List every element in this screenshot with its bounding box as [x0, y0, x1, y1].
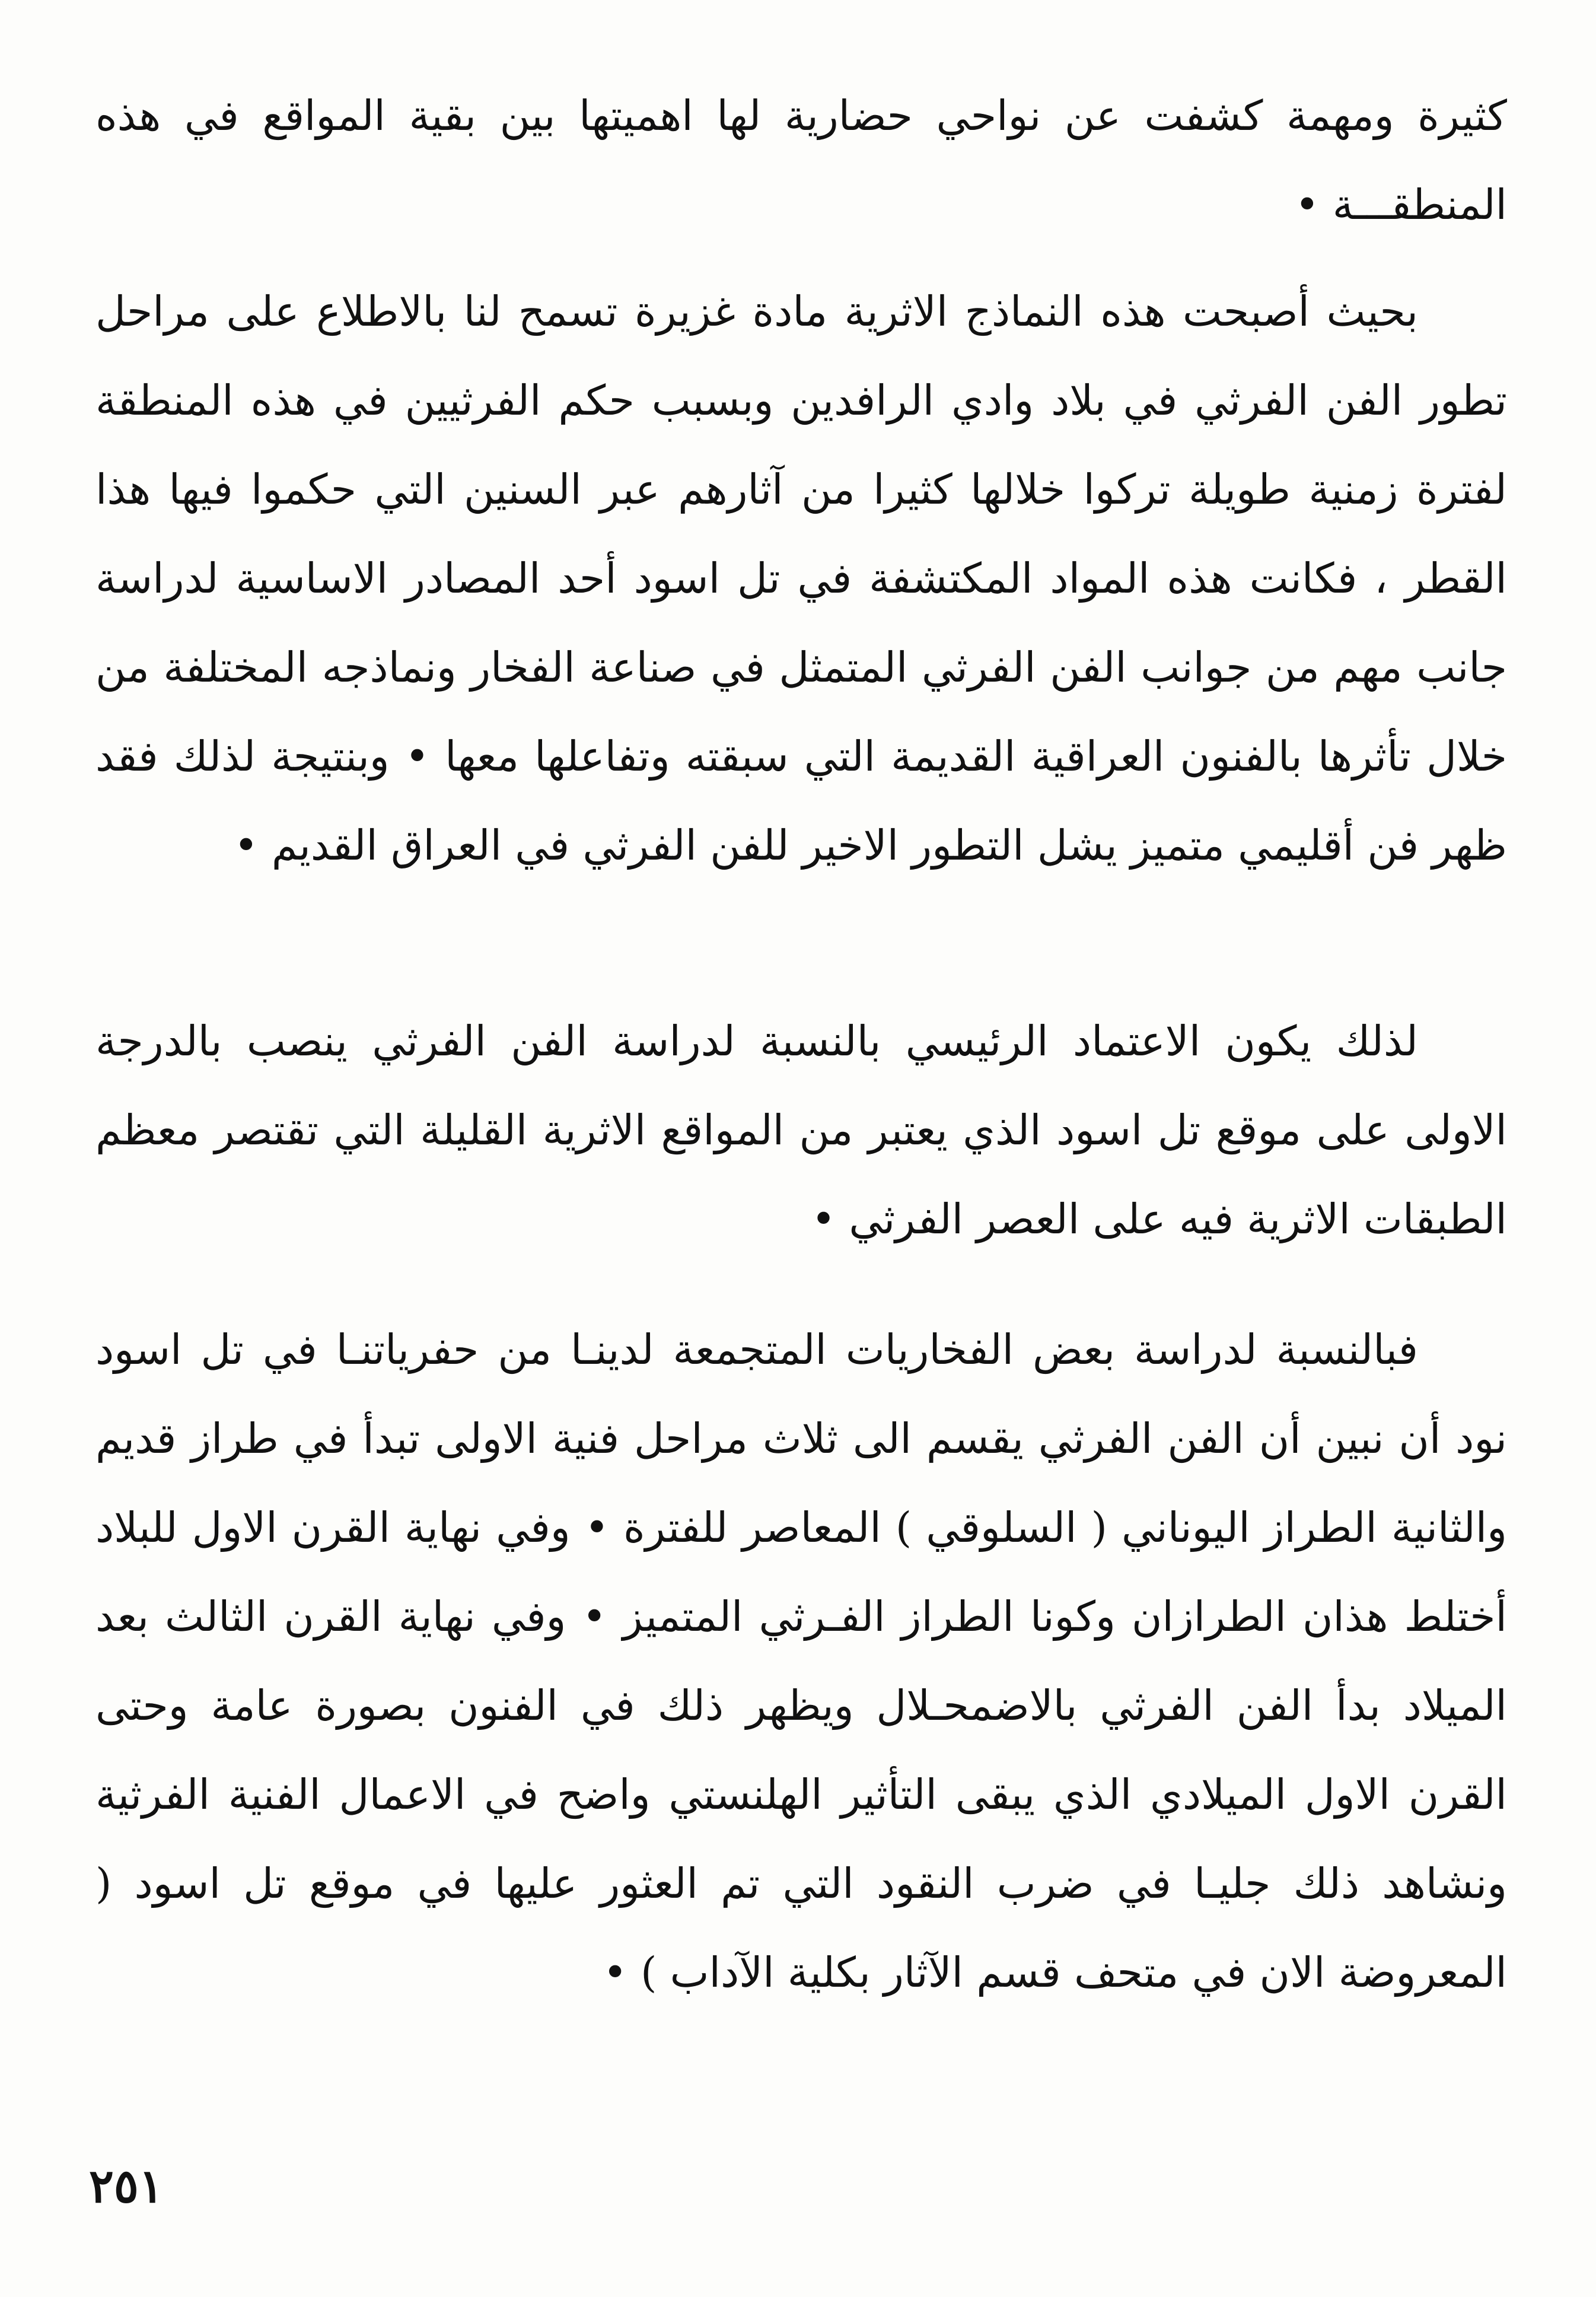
paragraph-text: لذلك يكون الاعتماد الرئيسي بالنسبة لدراسة الفن الفرثي ينصب بالدرجة الاولى على موقع تل اسود الذي يعتبر من المواقع الاثرية القليلة التي تقتصر معظم الطبقات الاثرية فيه على العصر الفرثي • [95, 1017, 1507, 1243]
paragraph-continuation [95, 71, 1507, 249]
paragraph-text: كثيرة ومهمة كشفت عن نواحي حضارية لها اهميتها بين بقية المواقع في هذه المنطقـــة • [95, 91, 1507, 229]
paragraph-3 [95, 1305, 1507, 2017]
paragraph-text: بحيث أصبحت هذه النماذج الاثرية مادة غزيرة تسمح لنا بالاطلاع على مراحل تطور الفن الفرثي في بلاد وادي الرافدين وبسبب حكم الفرثيين في هذه المنطقة لفترة زمنية طويلة تركوا خلالها كثيرا من آثارهم عبر السنين التي حكموا فيها هذا القطر ، فكانت هذه المواد المكتشفة في تل اسود أحد المصادر الاساسية لدراسة جانب مهم من جوانب الفن الفرثي المتمثل في صناعة الفخار ونماذجه المختلفة من خلال تأثرها بالفنون العراقية القديمة التي سبقته وتفاعلها معها • وبنتيجة لذلك فقد ظهر فن أقليمي متميز يشل التطور الاخير للفن الفرثي في العراق القديم • [95, 287, 1508, 870]
paragraph-text: فبالنسبة لدراسة بعض الفخاريات المتجمعة لدينـا من حفرياتنـا في تل اسود نود أن نبين أن الفن الفرثي يقسم الى ثلاث مراحل فنية الاولى تبدأ في طراز قديم والثانية الطراز اليوناني ( السلوقي ) المعاصر للفترة • وفي نهاية القرن الاول للبلاد أختلط هذان الطرازان وكونا الطراز الفـرثي المتميز • وفي نهاية القرن الثالث بعد الميلاد بدأ الفن الفرثي بالاضمحـلال ويظهر ذلك في الفنون بصورة عامة وحتى القرن الاول الميلادي الذي يبقى التأثير الهلنستي واضح في الاعمال الفنية الفرثية ونشاهد ذلك جليـا في ضرب النقود التي تم العثور عليها في موقع تل اسود ( المعروضة الان في متحف قسم الآثار بكلية الآداب ) • [95, 1325, 1507, 1997]
paragraph-1 [95, 267, 1507, 890]
page-number: ٢٥١ [89, 2159, 164, 2213]
paragraph-2 [95, 997, 1507, 1264]
